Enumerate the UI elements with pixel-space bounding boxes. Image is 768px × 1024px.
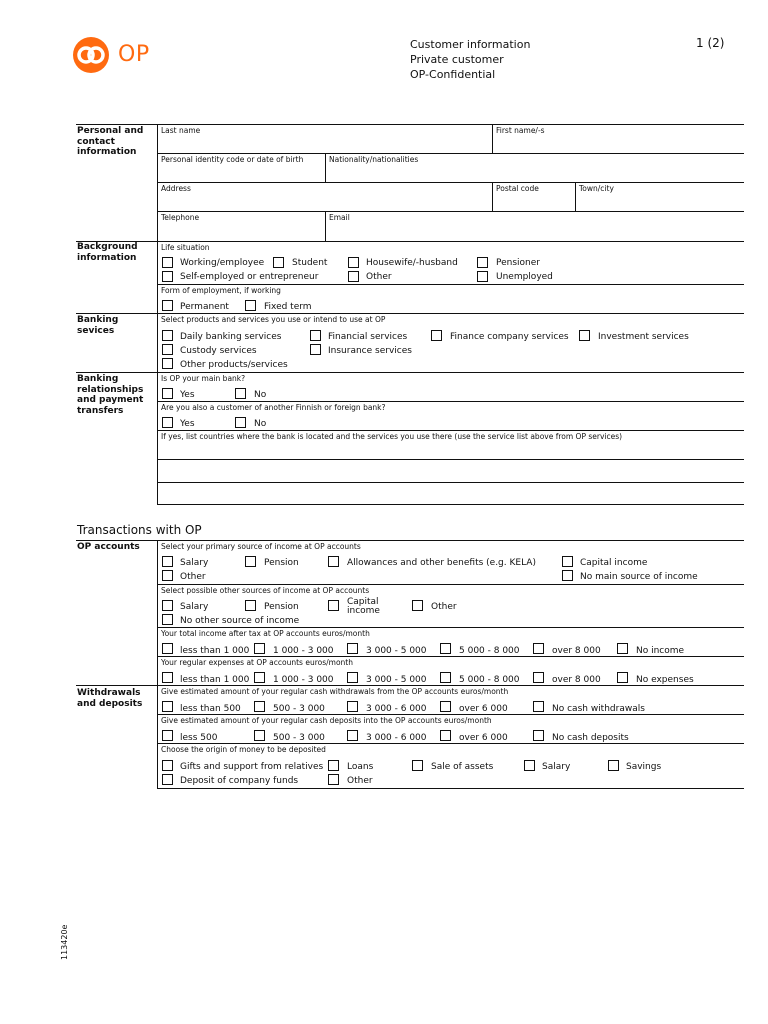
section-background: Background information <box>77 242 138 263</box>
section-withdrawals: Withdrawals and deposits <box>77 688 143 709</box>
opt-other-other: Other <box>431 602 457 612</box>
opt-primary-none: No main source of income <box>580 572 698 582</box>
opt-primary-pension: Pension <box>264 558 299 568</box>
opt-pensioner: Pensioner <box>496 258 540 268</box>
checkbox-other-pension[interactable] <box>245 600 256 611</box>
opt-deposit-2: 500 - 3 000 <box>273 733 325 743</box>
checkbox-income-none[interactable] <box>617 643 628 654</box>
checkbox-origin-other[interactable] <box>328 774 339 785</box>
opt-other-products: Other products/services <box>180 360 288 370</box>
first-names-label: First name/-s <box>496 126 545 135</box>
opt-expenses-3: 3 000 - 5 000 <box>366 675 427 685</box>
checkbox-other-bank-no[interactable] <box>235 417 246 428</box>
opt-other-bank-no: No <box>254 419 267 429</box>
address-label: Address <box>161 184 191 193</box>
origin-question: Choose the origin of money to be deposited <box>161 745 326 754</box>
form-code: 113420e <box>60 924 69 960</box>
life-situation-label: Life situation <box>161 243 210 252</box>
checkbox-permanent[interactable] <box>162 300 173 311</box>
op-logo-mark <box>73 37 109 73</box>
opt-income-none: No income <box>636 646 685 656</box>
opt-withdraw-none: No cash withdrawals <box>552 704 645 714</box>
checkbox-investment[interactable] <box>579 330 590 341</box>
town-label: Town/city <box>579 184 614 193</box>
opt-other: Other <box>366 272 392 282</box>
checkbox-expenses-2[interactable] <box>254 672 265 683</box>
section-personal: Personal and contact information <box>77 126 144 157</box>
checkbox-origin-sale[interactable] <box>412 760 423 771</box>
checkbox-other-other[interactable] <box>412 600 423 611</box>
checkbox-income-1[interactable] <box>162 643 173 654</box>
cash-withdrawals-question: Give estimated amount of your regular cash withdrawals from the OP accounts euros/month <box>161 687 509 696</box>
checkbox-withdraw-none[interactable] <box>533 701 544 712</box>
employment-form-label: Form of employment, if working <box>161 286 281 295</box>
opt-fixed-term: Fixed term <box>264 302 312 312</box>
opt-origin-savings: Savings <box>626 762 662 772</box>
cash-deposits-question: Give estimated amount of your regular cash deposits into the OP accounts euros/month <box>161 716 492 725</box>
checkbox-financial[interactable] <box>310 330 321 341</box>
other-bank-question: Are you also a customer of another Finnish or foreign bank? <box>161 403 386 412</box>
checkbox-deposit-4[interactable] <box>440 730 451 741</box>
checkbox-pensioner[interactable] <box>477 257 488 268</box>
checkbox-expenses-4[interactable] <box>440 672 451 683</box>
section-banking: Banking sevices <box>77 315 119 336</box>
countries-label: If yes, list countries where the bank is located and the services you use there (use the service list above from OP services) <box>161 432 623 441</box>
opt-deposit-none: No cash deposits <box>552 733 629 743</box>
postal-code-field[interactable] <box>493 193 574 210</box>
checkbox-main-bank-no[interactable] <box>235 388 246 399</box>
checkbox-student[interactable] <box>273 257 284 268</box>
opt-financial: Financial services <box>328 332 408 342</box>
checkbox-primary-none[interactable] <box>562 570 573 581</box>
page-number: 1 (2) <box>696 36 725 50</box>
opt-working: Working/employee <box>180 258 265 268</box>
opt-other-salary: Salary <box>180 602 209 612</box>
email-label: Email <box>329 213 350 222</box>
checkbox-withdraw-4[interactable] <box>440 701 451 712</box>
opt-other-none: No other source of income <box>180 616 300 626</box>
section-op-accounts: OP accounts <box>77 542 140 552</box>
checkbox-deposit-none[interactable] <box>533 730 544 741</box>
opt-other-capital: Capital <box>347 597 379 607</box>
logo-text: OP <box>118 42 150 67</box>
banking-select-label: Select products and services you use or intend to use at OP <box>161 315 386 324</box>
opt-deposit-3: 3 000 - 6 000 <box>366 733 427 743</box>
opt-income-2: 1 000 - 3 000 <box>273 646 334 656</box>
checkbox-origin-salary[interactable] <box>524 760 535 771</box>
opt-investment: Investment services <box>598 332 689 342</box>
checkbox-finance-company[interactable] <box>431 330 442 341</box>
opt-origin-gifts: Gifts and support from relatives <box>180 762 324 772</box>
checkbox-other-products[interactable] <box>162 358 173 369</box>
opt-unemployed: Unemployed <box>496 272 553 282</box>
checkbox-expenses-5[interactable] <box>533 672 544 683</box>
opt-income-4: 5 000 - 8 000 <box>459 646 520 656</box>
checkbox-withdraw-3[interactable] <box>347 701 358 712</box>
transactions-title: Transactions with OP <box>77 523 202 537</box>
email-field[interactable] <box>326 222 743 240</box>
opt-income-3: 3 000 - 5 000 <box>366 646 427 656</box>
document-title: Customer information <box>410 38 531 51</box>
checkbox-unemployed[interactable] <box>477 271 488 282</box>
opt-withdraw-3: 3 000 - 6 000 <box>366 704 427 714</box>
opt-expenses-2: 1 000 - 3 000 <box>273 675 334 685</box>
last-name-label: Last name <box>161 126 201 135</box>
checkbox-housewife[interactable] <box>348 257 359 268</box>
opt-student: Student <box>292 258 328 268</box>
checkbox-income-5[interactable] <box>533 643 544 654</box>
opt-primary-capital: Capital income <box>580 558 648 568</box>
income-question: Your total income after tax at OP accounts euros/month <box>161 629 370 638</box>
checkbox-other-bank-yes[interactable] <box>162 417 173 428</box>
document-subtitle: Private customer <box>410 53 504 66</box>
checkbox-primary-pension[interactable] <box>245 556 256 567</box>
opt-withdraw-1: less than 500 <box>180 704 241 714</box>
checkbox-daily-banking[interactable] <box>162 330 173 341</box>
nationality-field[interactable] <box>326 164 743 181</box>
opt-origin-salary: Salary <box>542 762 571 772</box>
checkbox-income-4[interactable] <box>440 643 451 654</box>
section-relationships: Banking relationships and payment transfers <box>77 374 144 416</box>
opt-expenses-5: over 8 000 <box>552 675 601 685</box>
expenses-question: Your regular expenses at OP accounts euros/month <box>161 658 354 667</box>
opt-income-5: over 8 000 <box>552 646 601 656</box>
opt-main-bank-yes: Yes <box>180 390 195 400</box>
checkbox-primary-salary[interactable] <box>162 556 173 567</box>
opt-permanent: Permanent <box>180 302 229 312</box>
opt-origin-loans: Loans <box>347 762 374 772</box>
checkbox-custody[interactable] <box>162 344 173 355</box>
opt-primary-other: Other <box>180 572 206 582</box>
confidentiality: OP-Confidential <box>410 68 496 81</box>
opt-origin-sale: Sale of assets <box>431 762 494 772</box>
address-field[interactable] <box>158 193 491 210</box>
telephone-field[interactable] <box>158 222 324 240</box>
opt-other-capital-income: income <box>347 606 380 616</box>
checkbox-withdraw-1[interactable] <box>162 701 173 712</box>
last-name-field[interactable] <box>158 135 491 152</box>
checkbox-other-none[interactable] <box>162 614 173 625</box>
checkbox-working[interactable] <box>162 257 173 268</box>
checkbox-primary-allowances[interactable] <box>328 556 339 567</box>
postal-code-label: Postal code <box>496 184 539 193</box>
checkbox-insurance[interactable] <box>310 344 321 355</box>
opt-origin-company: Deposit of company funds <box>180 776 299 786</box>
opt-daily-banking: Daily banking services <box>180 332 282 342</box>
checkbox-other-salary[interactable] <box>162 600 173 611</box>
opt-insurance: Insurance services <box>328 346 412 356</box>
checkbox-deposit-1[interactable] <box>162 730 173 741</box>
first-names-field[interactable] <box>493 135 743 152</box>
op-logo-icon <box>73 37 109 73</box>
checkbox-origin-loans[interactable] <box>328 760 339 771</box>
main-bank-question: Is OP your main bank? <box>161 374 246 383</box>
checkbox-origin-company[interactable] <box>162 774 173 785</box>
checkbox-expenses-1[interactable] <box>162 672 173 683</box>
opt-custody: Custody services <box>180 346 257 356</box>
checkbox-origin-savings[interactable] <box>608 760 619 771</box>
checkbox-deposit-2[interactable] <box>254 730 265 741</box>
checkbox-other[interactable] <box>348 271 359 282</box>
town-field[interactable] <box>576 193 743 210</box>
countries-field-1[interactable] <box>158 441 743 458</box>
checkbox-other-capital[interactable] <box>328 600 339 611</box>
opt-expenses-4: 5 000 - 8 000 <box>459 675 520 685</box>
checkbox-withdraw-2[interactable] <box>254 701 265 712</box>
opt-housewife: Housewife/-husband <box>366 258 458 268</box>
opt-other-bank-yes: Yes <box>180 419 195 429</box>
checkbox-income-2[interactable] <box>254 643 265 654</box>
opt-withdraw-2: 500 - 3 000 <box>273 704 325 714</box>
opt-other-pension: Pension <box>264 602 299 612</box>
opt-primary-allowances: Allowances and other benefits (e.g. KELA) <box>347 558 536 568</box>
opt-deposit-1: less 500 <box>180 733 218 743</box>
telephone-label: Telephone <box>161 213 200 222</box>
opt-main-bank-no: No <box>254 390 267 400</box>
opt-expenses-none: No expenses <box>636 675 694 685</box>
checkbox-expenses-3[interactable] <box>347 672 358 683</box>
other-income-question: Select possible other sources of income at OP accounts <box>161 586 370 595</box>
opt-expenses-1: less than 1 000 <box>180 675 250 685</box>
opt-finance-company: Finance company services <box>450 332 569 342</box>
opt-income-1: less than 1 000 <box>180 646 250 656</box>
id-code-field[interactable] <box>158 164 324 181</box>
checkbox-origin-gifts[interactable] <box>162 760 173 771</box>
opt-self-employed: Self-employed or entrepreneur <box>180 272 319 282</box>
checkbox-fixed-term[interactable] <box>245 300 256 311</box>
primary-income-question: Select your primary source of income at OP accounts <box>161 542 361 551</box>
opt-origin-other: Other <box>347 776 373 786</box>
id-code-label: Personal identity code or date of birth <box>161 155 304 164</box>
checkbox-primary-other[interactable] <box>162 570 173 581</box>
checkbox-self-employed[interactable] <box>162 271 173 282</box>
checkbox-primary-capital[interactable] <box>562 556 573 567</box>
opt-primary-salary: Salary <box>180 558 209 568</box>
checkbox-expenses-none[interactable] <box>617 672 628 683</box>
opt-withdraw-4: over 6 000 <box>459 704 508 714</box>
opt-deposit-4: over 6 000 <box>459 733 508 743</box>
checkbox-main-bank-yes[interactable] <box>162 388 173 399</box>
checkbox-income-3[interactable] <box>347 643 358 654</box>
countries-field-2[interactable] <box>158 460 743 481</box>
countries-field-3[interactable] <box>158 483 743 503</box>
nationality-label: Nationality/nationalities <box>329 155 419 164</box>
checkbox-deposit-3[interactable] <box>347 730 358 741</box>
